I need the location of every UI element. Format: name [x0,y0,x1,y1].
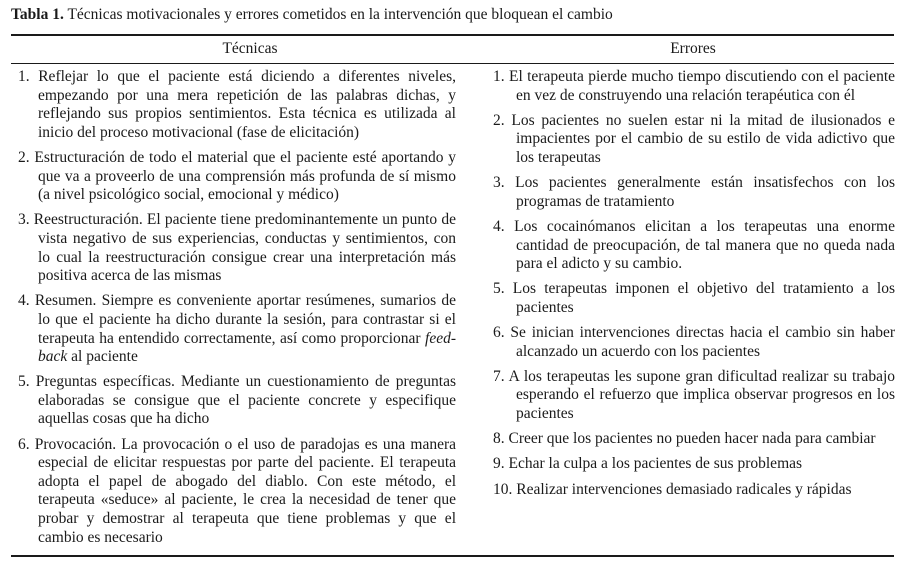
error-item: 8. Creer que los pacientes no pueden hacer nada para cambiar [493,430,876,448]
header-rule [11,63,894,64]
tecnica-item: 3. Reestructuración. El paciente tiene predominantemente un punto de vista negativo de sus experiencias, conductas y sentimientos, con lo cual la reestructuración consigue crear una interpretación más positiva acerca de las mismas [18,211,456,285]
tecnica-item: 1. Reflejar lo que el paciente está diciendo a diferentes niveles, empezando por una mera repetición de las palabras dichas, y reflejando sus propios sentimientos. Esta técnica es utilizada al inicio del proceso motivacional (fase de elicitación) [18,68,456,141]
column-header-errores: Errores [670,40,716,57]
bottom-rule [11,555,894,557]
tecnicas-column [18,68,456,547]
tecnica-item-italic: feed-back [38,329,456,366]
error-item: 1. El terapeuta pierde mucho tiempo discutiendo con el paciente en vez de construyendo una relación terapéutica con él [493,68,895,104]
column-header-tecnicas: Técnicas [222,40,278,57]
table-label: Tabla 1. [11,6,64,23]
tecnica-item: 6. Provocación. La provocación o el uso de paradojas es una manera especial de elicitar respuestas por parte del paciente. El terapeuta adopta el papel de abogado del diablo. Con este método, el terapeuta «seduce» al paciente, le crea la necesidad de tener que probar y demostrar al terapeuta que tiene problemas y que el cambio es necesario [18,435,456,546]
tecnica-item-text: 4. Resumen. Siempre es conveniente aportar resúmenes, sumarios de lo que el paciente ha dicho durante la sesión, para contrastar si el terapeuta ha entendido correctamente, así como proporcionar [18,292,456,347]
top-rule [11,34,894,36]
tecnica-item-text-end: al paciente [67,348,138,366]
error-item: 3. Los pacientes generalmente están insatisfechos con los programas de tratamiento [493,174,895,210]
table-caption [11,6,613,24]
error-item: 2. Los pacientes no suelen estar ni la mitad de ilusionados e impacientes por el cambio de su estilo de vida adictivo que los terapeutas [493,111,895,166]
error-item: 5. Los terapeutas imponen el objetivo del tratamiento a los pacientes [493,280,895,316]
error-item: 7. A los terapeutas les supone gran dificultad realizar su trabajo esperando el refuerzo que implica observar progresos en los pacientes [493,367,895,423]
tecnica-item: 2. Estructuración de todo el material que el paciente esté aportando y que va a proveerlo de una comprensión más profunda de sí mismo (a nivel psicológico social, emocional y médico) [18,148,456,204]
error-item: 6. Se inician intervenciones directas hacia el cambio sin haber alcanzado un acuerdo con los pacientes [493,324,895,360]
tecnica-item [18,292,456,366]
error-item: 10. Realizar intervenciones demasiado radicales y rápidas [493,480,852,498]
error-item: 9. Echar la culpa a los pacientes de sus problemas [493,455,803,473]
tecnica-item: 5. Preguntas específicas. Mediante un cuestionamiento de preguntas elaboradas se consigue que el paciente concrete y especifique aquellas cosas que ha dicho [18,373,456,428]
errores-column [493,68,895,499]
table-title: Técnicas motivacionales y errores cometidos en la intervención que bloquean el cambio [67,6,613,23]
error-item: 4. Los cocainómanos elicitan a los terapeutas una enorme cantidad de preocupación, de tal manera que no queda nada para el adicto y su cambio. [493,217,895,273]
